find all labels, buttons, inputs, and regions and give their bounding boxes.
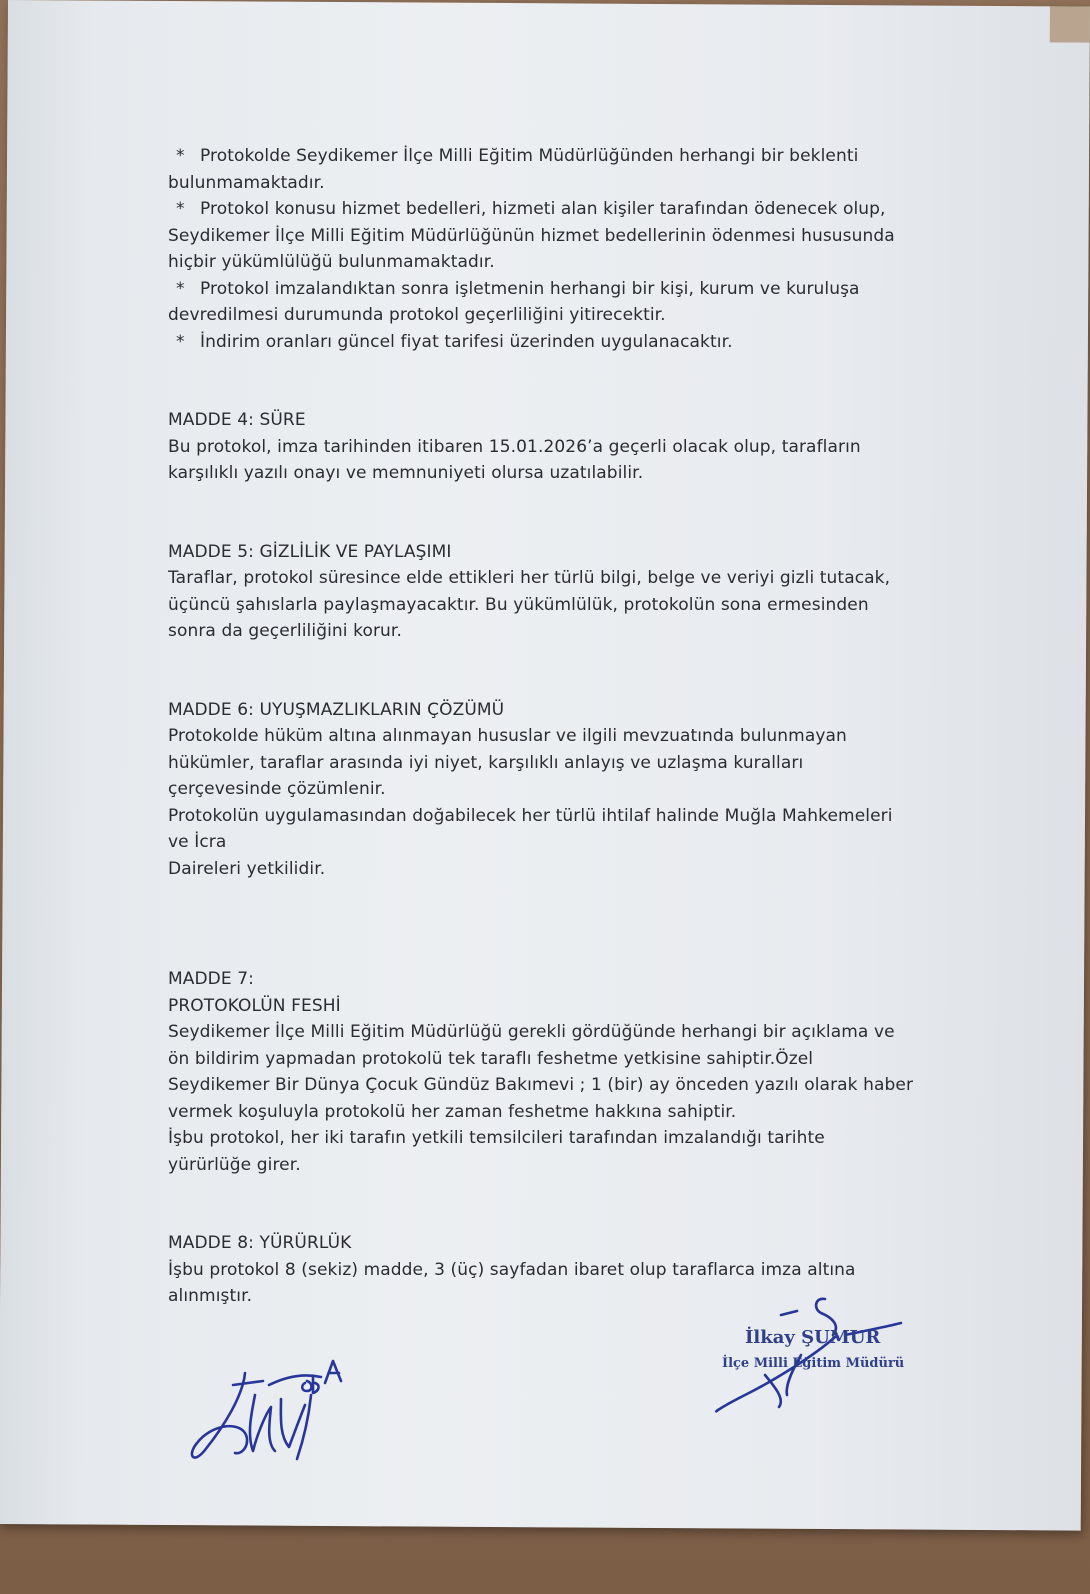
paragraph-line: Protokolde hüküm altına alınmayan hususlar ve ilgili mevzuatında bulunmayan	[168, 726, 847, 746]
asterisk-icon: *	[176, 146, 185, 166]
paragraph-line: vermek koşuluyla protokolü her zaman feshetme hakkına sahiptir.	[168, 1101, 737, 1122]
section-heading: MADDE 8: YÜRÜRLÜK	[168, 1233, 352, 1253]
asterisk-icon: *	[176, 331, 185, 352]
paragraph-line: İşbu protokol, her iki tarafın yetkili temsilcileri tarafından imzalandığı tarihte	[168, 1128, 825, 1148]
paragraph-line: sonra da geçerliliğini korur.	[168, 621, 402, 641]
bullet-text: Seydikemer İlçe Milli Eğitim Müdürlüğünün hizmet bedellerinin ödenmesi hususunda	[168, 225, 895, 246]
asterisk-icon: *	[176, 199, 185, 219]
paragraph-line: yürürlüğe girer.	[168, 1154, 301, 1175]
paragraph-line: Protokolün uygulamasından doğabilecek her türlü ihtilaf halinde Muğla Mahkemeleri	[168, 805, 893, 826]
bullet-text: Protokol konusu hizmet bedelleri, hizmeti alan kişiler tarafından ödenecek olup,	[200, 199, 886, 219]
document-body	[168, 143, 948, 1310]
section-madde-5	[168, 539, 948, 645]
bullet-text: Protokol imzalandıktan sonra işletmenin herhangi bir kişi, kurum ve kuruluşa	[200, 278, 860, 299]
paragraph-line: Bu protokol, imza tarihinden itibaren 15.01.2026’a geçerli olacak olup, tarafların	[168, 436, 861, 457]
stamp-name: İlkay ŞUMUR	[745, 1327, 881, 1348]
paragraph-line: Taraflar, protokol süresince elde ettikleri her türlü bilgi, belge ve veriyi gizli tutacak,	[168, 568, 891, 588]
section-madde-7	[168, 966, 948, 1178]
stamp-title: İlçe Milli Eğitim Müdürü	[722, 1356, 905, 1371]
paragraph-line: ön bildirim yapmadan protokolü tek taraflı feshetme yetkisine sahiptir.Özel	[168, 1048, 814, 1069]
paragraph-line: üçüncü şahıslarla paylaşmayacaktır. Bu yükümlülük, protokolün sona ermesinden	[168, 594, 869, 615]
section-subheading: PROTOKOLÜN FESHİ	[168, 995, 341, 1016]
bullet-list	[168, 143, 948, 355]
bullet-text: bulunmamaktadır.	[168, 172, 325, 193]
bullet-text: hiçbir yükümlülüğü bulunmamaktadır.	[168, 252, 495, 272]
bullet-item	[168, 329, 948, 356]
section-heading: MADDE 5: GİZLİLİK VE PAYLAŞIMI	[168, 541, 452, 562]
bullet-text: devredilmesi durumunda protokol geçerliliğini yitirecektir.	[168, 305, 666, 325]
section-heading: MADDE 4: SÜRE	[168, 410, 306, 430]
section-heading: MADDE 7:	[168, 969, 254, 989]
paragraph-line: Daireleri yetkilidir.	[168, 858, 326, 879]
paragraph-line: alınmıştır.	[168, 1286, 253, 1306]
bullet-text: İndirim oranları güncel fiyat tarifesi üzerinden uygulanacaktır.	[200, 331, 733, 352]
paragraph-line: çerçevesinde çözümlenir.	[168, 779, 386, 799]
signature-left-image	[185, 1355, 375, 1470]
paragraph-line: hükümler, taraflar arasında iyi niyet, karşılıklı anlayış ve uzlaşma kuralları	[168, 752, 804, 773]
section-madde-6	[168, 697, 948, 883]
bullet-item	[168, 276, 948, 329]
section-madde-4	[168, 407, 948, 487]
page-corner	[1050, 6, 1090, 42]
paragraph-line: Seydikemer Bir Dünya Çocuk Gündüz Bakımevi ; 1 (bir) ay önceden yazılı olarak haber	[168, 1075, 914, 1095]
bullet-item	[168, 143, 948, 196]
bullet-text: Protokolde Seydikemer İlçe Milli Eğitim Müdürlüğünden herhangi bir beklenti	[200, 146, 859, 166]
section-heading: MADDE 6: UYUŞMAZLIKLARIN ÇÖZÜMÜ	[168, 699, 505, 720]
bullet-item	[168, 196, 948, 276]
paragraph-line: ve İcra	[168, 832, 227, 852]
asterisk-icon: *	[176, 278, 185, 299]
paragraph-line: İşbu protokol 8 (sekiz) madde, 3 (üç) sayfadan ibaret olup taraflarca imza altına	[168, 1259, 856, 1280]
paragraph-line: Seydikemer İlçe Milli Eğitim Müdürlüğü gerekli gördüğünde herhangi bir açıklama ve	[168, 1022, 895, 1042]
paragraph-line: karşılıklı yazılı onayı ve memnuniyeti olursa uzatılabilir.	[168, 463, 644, 483]
